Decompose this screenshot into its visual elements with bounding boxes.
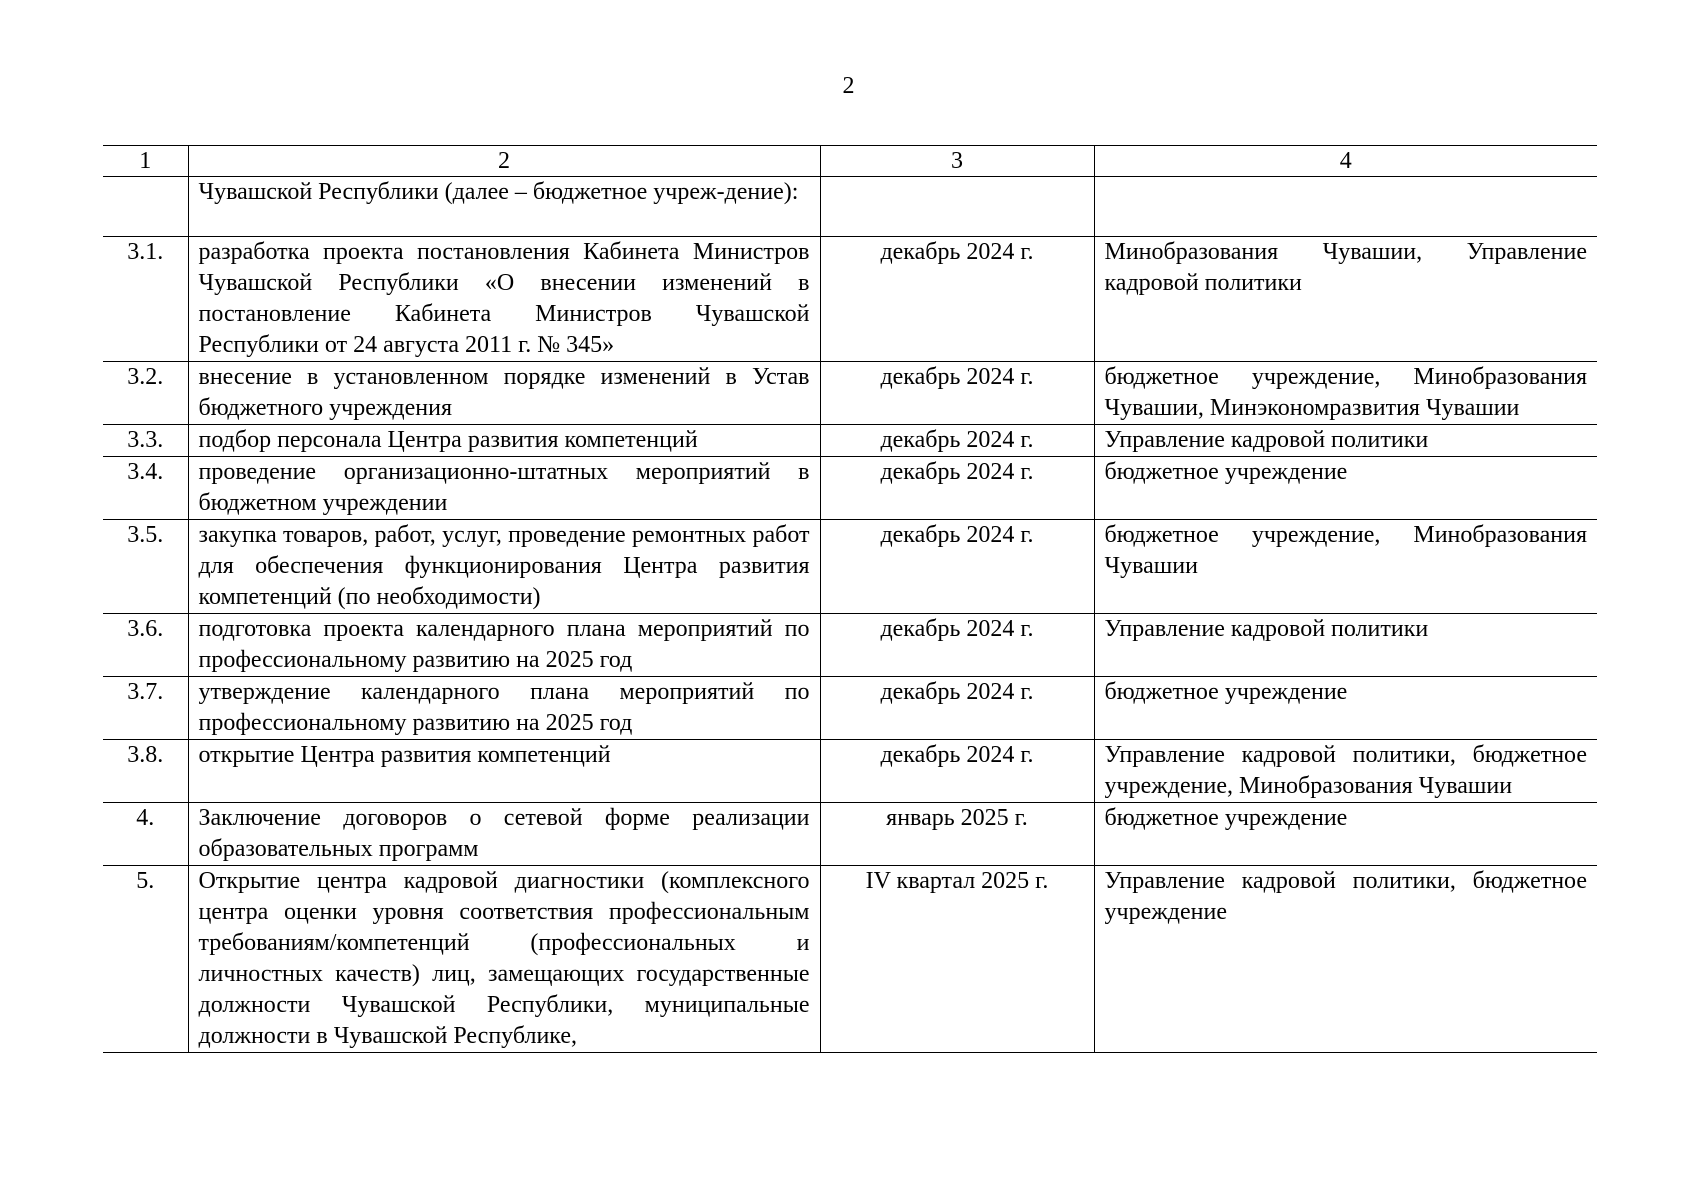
row-number: 3.7. — [103, 677, 188, 740]
table-row — [103, 362, 1597, 425]
row-number: 3.8. — [103, 740, 188, 803]
row-deadline: декабрь 2024 г. — [820, 677, 1094, 740]
row-number: 3.6. — [103, 614, 188, 677]
row-responsible: Управление кадровой политики — [1094, 425, 1597, 457]
header-row — [103, 146, 1597, 177]
table-row — [103, 237, 1597, 362]
header-col-2: 2 — [188, 146, 820, 177]
row-responsible: бюджетное учреждение, Минобразования Чувашии, Минэкономразвития Чувашии — [1094, 362, 1597, 425]
row-deadline: декабрь 2024 г. — [820, 425, 1094, 457]
row-description: внесение в установленном порядке изменений в Устав бюджетного учреждения — [188, 362, 820, 425]
plan-table — [103, 145, 1597, 1053]
row-deadline: IV квартал 2025 г. — [820, 866, 1094, 1053]
table-row — [103, 866, 1597, 1053]
row-deadline: декабрь 2024 г. — [820, 614, 1094, 677]
row-number: 3.5. — [103, 520, 188, 614]
header-col-1: 1 — [103, 146, 188, 177]
row-description: утверждение календарного плана мероприятий по профессиональному развитию на 2025 год — [188, 677, 820, 740]
page-number: 2 — [842, 73, 855, 99]
table-row — [103, 740, 1597, 803]
table-row — [103, 520, 1597, 614]
row-responsible: бюджетное учреждение, Минобразования Чувашии — [1094, 520, 1597, 614]
row-description: закупка товаров, работ, услуг, проведение ремонтных работ для обеспечения функционирования Центра развития компетенций (по необходимости) — [188, 520, 820, 614]
table-row — [103, 614, 1597, 677]
table-row — [103, 803, 1597, 866]
header-col-3: 3 — [820, 146, 1094, 177]
row-description: Открытие центра кадровой диагностики (комплексного центра оценки уровня соответствия профессиональным требованиям/компетенций (профессиональных и личностных качеств) лиц, замещающих государственные должности Чувашской Республики, муниципальные должности в Чувашской Республике, — [188, 866, 820, 1053]
row-number — [103, 177, 188, 237]
row-description: Чувашской Республики (далее – бюджетное учреж-дение): — [188, 177, 820, 237]
row-responsible: Управление кадровой политики — [1094, 614, 1597, 677]
row-responsible: бюджетное учреждение — [1094, 803, 1597, 866]
row-responsible: Управление кадровой политики, бюджетное учреждение, Минобразования Чувашии — [1094, 740, 1597, 803]
row-deadline — [820, 177, 1094, 237]
row-description: открытие Центра развития компетенций — [188, 740, 820, 803]
row-responsible: бюджетное учреждение — [1094, 457, 1597, 520]
row-deadline: декабрь 2024 г. — [820, 362, 1094, 425]
row-deadline: декабрь 2024 г. — [820, 457, 1094, 520]
row-number: 5. — [103, 866, 188, 1053]
row-description: разработка проекта постановления Кабинета Министров Чувашской Республики «О внесении изменений в постановление Кабинета Министров Чувашской Республики от 24 августа 2011 г. № 345» — [188, 237, 820, 362]
row-deadline: декабрь 2024 г. — [820, 237, 1094, 362]
row-deadline: январь 2025 г. — [820, 803, 1094, 866]
row-number: 3.2. — [103, 362, 188, 425]
row-description: проведение организационно-штатных мероприятий в бюджетном учреждении — [188, 457, 820, 520]
row-deadline: декабрь 2024 г. — [820, 740, 1094, 803]
table-row — [103, 457, 1597, 520]
row-number: 4. — [103, 803, 188, 866]
row-responsible — [1094, 177, 1597, 237]
row-number: 3.3. — [103, 425, 188, 457]
row-description: подбор персонала Центра развития компетенций — [188, 425, 820, 457]
row-description: подготовка проекта календарного плана мероприятий по профессиональному развитию на 2025 год — [188, 614, 820, 677]
row-deadline: декабрь 2024 г. — [820, 520, 1094, 614]
row-responsible: Управление кадровой политики, бюджетное учреждение — [1094, 866, 1597, 1053]
row-responsible: бюджетное учреждение — [1094, 677, 1597, 740]
header-col-4: 4 — [1094, 146, 1597, 177]
row-number: 3.1. — [103, 237, 188, 362]
continuation-row — [103, 177, 1597, 237]
row-responsible: Минобразования Чувашии, Управление кадровой политики — [1094, 237, 1597, 362]
row-description: Заключение договоров о сетевой форме реализации образовательных программ — [188, 803, 820, 866]
table-row — [103, 425, 1597, 457]
table-row — [103, 677, 1597, 740]
row-number: 3.4. — [103, 457, 188, 520]
